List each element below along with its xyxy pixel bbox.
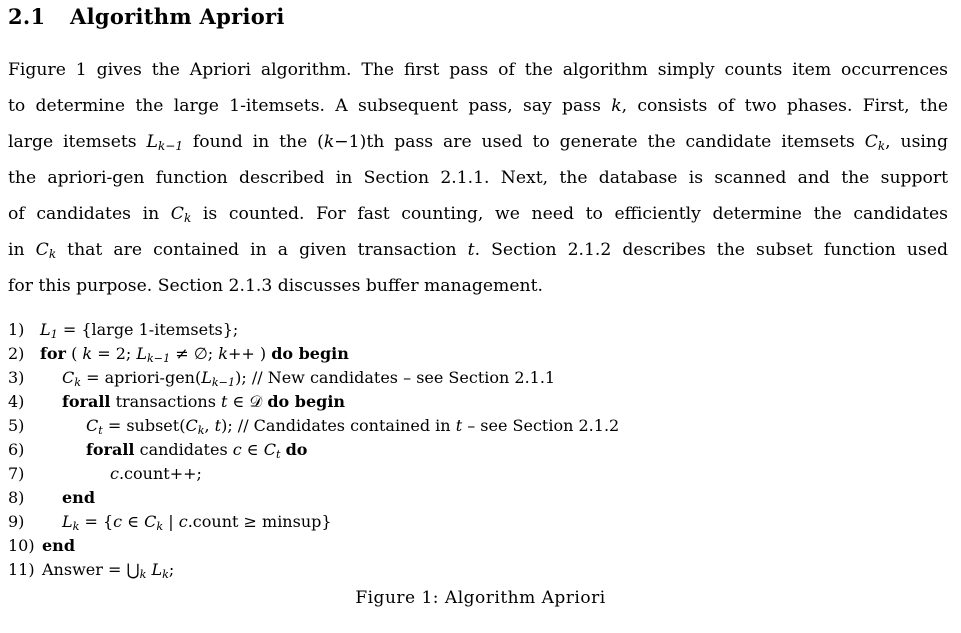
line-number: 10) bbox=[8, 536, 35, 555]
code-text: Answer = $⋃_k$ $L_k$; bbox=[42, 560, 175, 581]
line-number: 3) bbox=[8, 368, 25, 387]
code-text: forall transactions t ∈ 𝒟 do begin bbox=[62, 392, 346, 411]
paragraph-line: large itemsets $L_{k-1}$ found in the (k−1)th pass are used to generate the candidate itemsets $C_k$, using bbox=[8, 132, 948, 153]
code-text: end bbox=[62, 488, 95, 507]
algorithm-line bbox=[8, 462, 948, 486]
paragraph-line: of candidates in $C_k$ is counted. For fast counting, we need to efficiently determine the candidates bbox=[8, 204, 948, 225]
algorithm-line bbox=[8, 318, 948, 342]
code-text: $C_t$ = $subset(C_k$, t); // Candidates contained in t – see Section 2.1.2 bbox=[86, 416, 620, 437]
algorithm-line bbox=[8, 414, 948, 438]
line-number: 2) bbox=[8, 344, 25, 363]
line-number: 1) bbox=[8, 320, 25, 339]
line-number: 4) bbox=[8, 392, 25, 411]
section-number: 2.1 bbox=[8, 4, 46, 29]
line-number: 7) bbox=[8, 464, 25, 483]
code-text: $L_1$ = {large 1-itemsets}; bbox=[40, 320, 239, 341]
figure-caption: Figure 1: Algorithm Apriori bbox=[355, 588, 606, 608]
paragraph-line: Figure 1 gives the Apriori algorithm. The first pass of the algorithm simply counts item occurrences bbox=[8, 60, 948, 80]
line-number: 6) bbox=[8, 440, 25, 459]
paragraph-line: for this purpose. Section 2.1.3 discusses buffer management. bbox=[8, 276, 543, 296]
algorithm-listing bbox=[8, 318, 948, 582]
paragraph-line: to determine the large 1-itemsets. A subsequent pass, say pass k, consists of two phases. First, the bbox=[8, 96, 948, 116]
body-paragraph bbox=[8, 52, 948, 304]
algorithm-line bbox=[8, 510, 948, 534]
code-text: end bbox=[42, 536, 75, 555]
line-number: 11) bbox=[8, 560, 35, 579]
algorithm-line bbox=[8, 534, 948, 558]
code-text: for ( k = 2; $L_{k-1}$ ≠ ∅; k++ ) do begin bbox=[40, 344, 349, 365]
algorithm-line bbox=[8, 342, 948, 366]
paragraph-line: the apriori-gen function described in Section 2.1.1. Next, the database is scanned and the support bbox=[8, 168, 948, 188]
algorithm-line bbox=[8, 558, 948, 582]
section-heading bbox=[8, 4, 285, 29]
algorithm-line bbox=[8, 390, 948, 414]
section-title: Algorithm Apriori bbox=[70, 4, 285, 29]
code-text: $L_k = \{c$ ∈ $C_k$ | c.count ≥ minsup} bbox=[62, 512, 332, 533]
algorithm-line bbox=[8, 438, 948, 462]
line-number: 8) bbox=[8, 488, 25, 507]
algorithm-line bbox=[8, 366, 948, 390]
code-text: $C_k$ = apriori-$gen(L_{k-1})$; // New candidates – see Section 2.1.1 bbox=[62, 368, 556, 389]
line-number: 9) bbox=[8, 512, 25, 531]
paragraph-line: in $C_k$ that are contained in a given transaction t. Section 2.1.2 describes the subset function used bbox=[8, 240, 948, 261]
algorithm-line bbox=[8, 486, 948, 510]
line-number: 5) bbox=[8, 416, 25, 435]
code-text: c.count++; bbox=[110, 464, 202, 483]
code-text: forall candidates c ∈ $C_t$ do bbox=[86, 440, 308, 461]
